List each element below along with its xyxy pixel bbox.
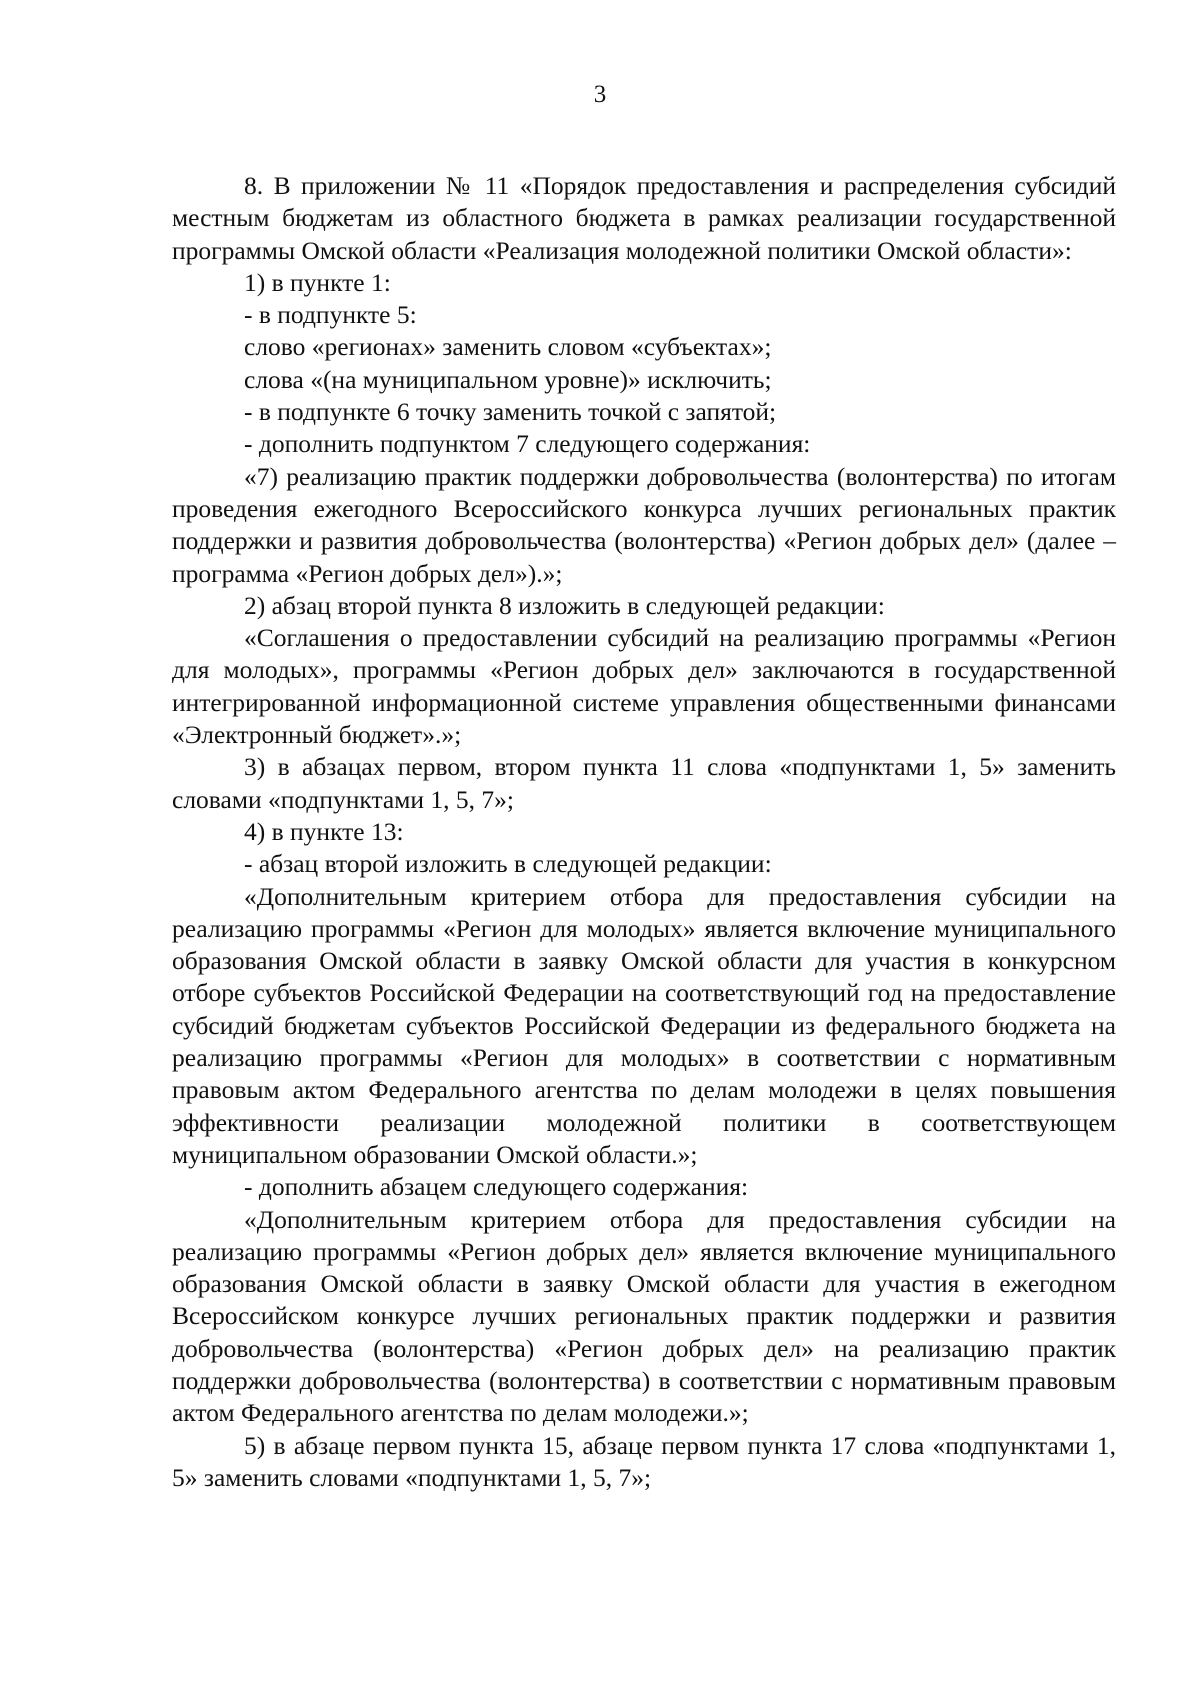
- paragraph: слово «регионах» заменить словом «субъектах»;: [244, 332, 772, 362]
- paragraph: «Соглашения о предоставлении субсидий на реализацию программы «Регион для молодых», программы «Регион добрых дел» заключаются в государственной интегрированной информационной системе управления общественными финансами «Электронный бюджет».»;: [172, 623, 1116, 750]
- document-body: [172, 170, 1116, 1494]
- paragraph: - в подпункте 6 точку заменить точкой с запятой;: [244, 397, 777, 427]
- paragraph: 4) в пункте 13:: [244, 816, 404, 846]
- paragraph: «7) реализацию практик поддержки добровольчества (волонтерства) по итогам проведения ежегодного Всероссийского конкурса лучших региональных практик поддержки и развития добровольчества (волонтерства) «Регион добрых дел» (далее – программа «Регион добрых дел»).»;: [172, 461, 1116, 588]
- paragraph: 5) в абзаце первом пункта 15, абзаце первом пункта 17 слова «подпунктами 1, 5» заменить словами «подпунктами 1, 5, 7»;: [172, 1430, 1116, 1492]
- paragraph: - абзац второй изложить в следующей редакции:: [244, 849, 772, 879]
- paragraph: 2) абзац второй пункта 8 изложить в следующей редакции:: [244, 590, 885, 620]
- paragraph: - в подпункте 5:: [244, 300, 417, 330]
- paragraph: - дополнить подпунктом 7 следующего содержания:: [244, 429, 811, 459]
- page-number: 3: [593, 81, 607, 108]
- paragraph: 8. В приложении № 11 «Порядок предоставления и распределения субсидий местным бюджетам из областного бюджета в рамках реализации государственной программы Омской области «Реализация молодежной политики Омской области»:: [172, 171, 1116, 265]
- paragraph: слова «(на муниципальном уровне)» исключить;: [244, 364, 772, 394]
- paragraph: 1) в пункте 1:: [244, 267, 391, 297]
- paragraph: - дополнить абзацем следующего содержания:: [244, 1172, 749, 1202]
- paragraph: «Дополнительным критерием отбора для предоставления субсидии на реализацию программы «Регион добрых дел» является включение муниципального образования Омской области в заявку Омской области для участия в ежегодном Всероссийском конкурсе лучших региональных практик поддержки и развития добровольчества (волонтерства) «Регион добрых дел» на реализацию практик поддержки добровольчества (волонтерства) в соответствии с нормативным правовым актом Федерального агентства по делам молодежи.»;: [172, 1204, 1116, 1428]
- paragraph: «Дополнительным критерием отбора для предоставления субсидии на реализацию программы «Регион для молодых» является включение муниципального образования Омской области в заявку Омской области для участия в конкурсном отборе субъектов Российской Федерации на соответствующий год на предоставление субсидий бюджетам субъектов Российской Федерации из федерального бюджета на реализацию программы «Регион для молодых» в соответствии с нормативным правовым актом Федерального агентства по делам молодежи в целях повышения эффективности реализации молодежной политики в соответствующем муниципальном образовании Омской области.»;: [172, 881, 1116, 1169]
- paragraph: 3) в абзацах первом, втором пункта 11 слова «подпунктами 1, 5» заменить словами «подпунктами 1, 5, 7»;: [172, 752, 1116, 814]
